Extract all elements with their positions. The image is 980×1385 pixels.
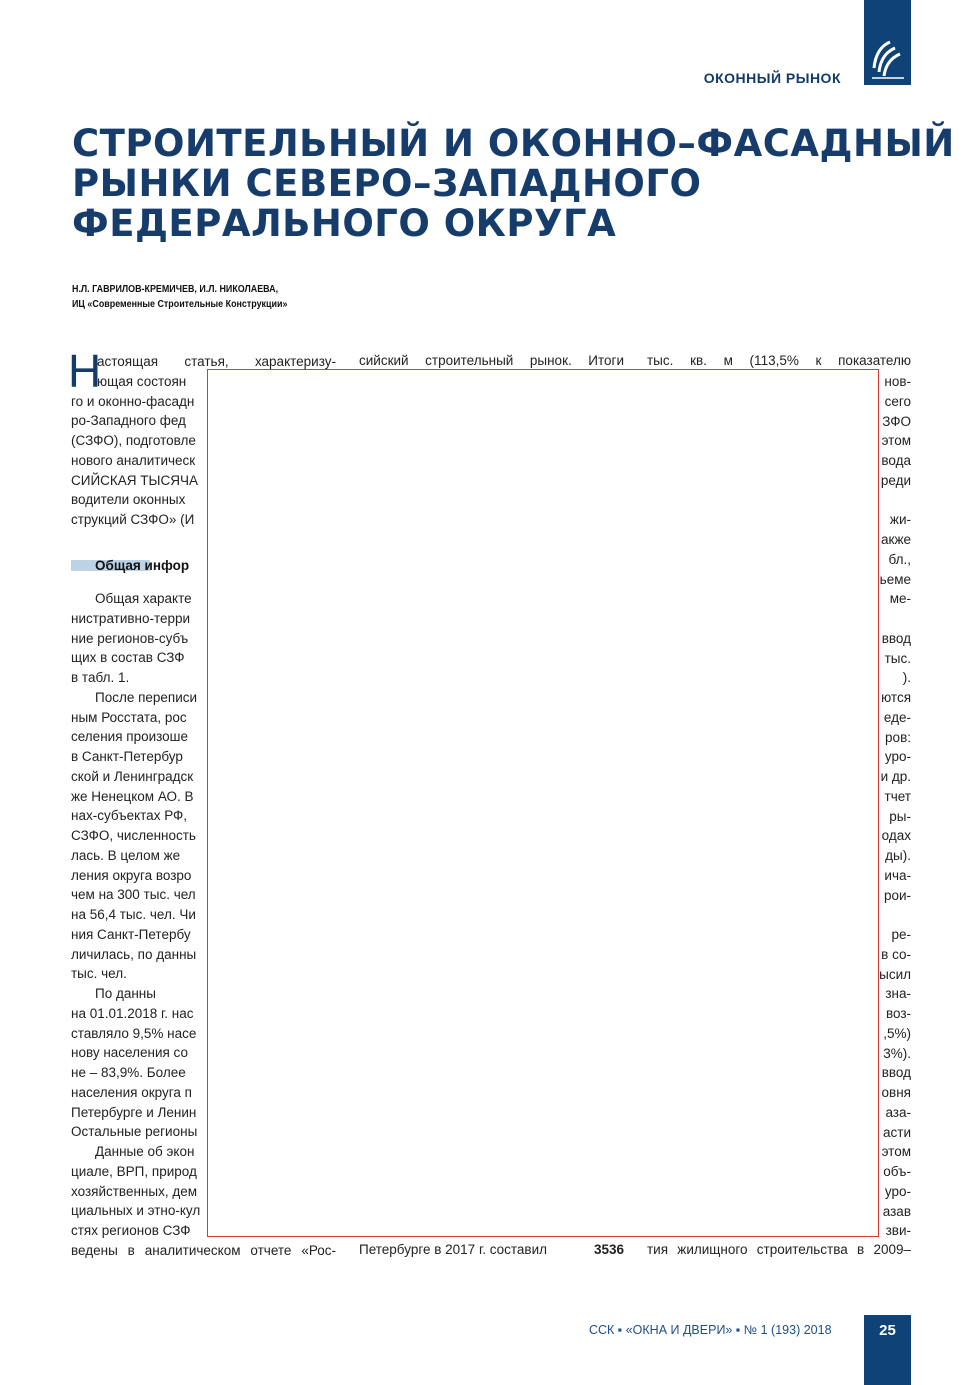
text-line: ме- bbox=[889, 591, 911, 607]
text-line: воз- bbox=[885, 1006, 911, 1021]
text-line: одах bbox=[881, 828, 911, 844]
text-line: населения округа п bbox=[71, 1084, 192, 1100]
middle-column-top-line: сийский строительный рынок. Итоги bbox=[359, 353, 624, 368]
text-line: хозяйственных, дем bbox=[71, 1183, 197, 1199]
text-line: го и оконно-фасадн bbox=[71, 393, 195, 409]
text-line: этом bbox=[881, 1144, 911, 1160]
text-line: водители оконных bbox=[71, 492, 186, 508]
text-line: ича- bbox=[884, 867, 911, 883]
text-line: стях регионов СЗФ bbox=[71, 1223, 191, 1238]
text-line: Петербурге и Ленин bbox=[71, 1104, 197, 1120]
text-line: зна- bbox=[885, 986, 911, 1002]
text-line: тыс. чел. bbox=[71, 966, 127, 982]
text-line: (СЗФО), подготовле bbox=[71, 433, 196, 448]
text-line: 3%). bbox=[883, 1045, 911, 1061]
section-heading: Общая инфор bbox=[95, 558, 190, 573]
text-line: После переписи bbox=[95, 689, 198, 705]
text-line: тчет bbox=[884, 788, 911, 804]
text-line: нов- bbox=[884, 374, 911, 389]
text-line: бл., bbox=[888, 551, 911, 567]
title-line: СТРОИТЕЛЬНЫЙ И ОКОННО–ФАСАДНЫЙ bbox=[72, 122, 955, 165]
text-line: ). bbox=[902, 670, 911, 686]
text-line: ров: bbox=[885, 729, 911, 745]
text-line: ние регионов-субъ bbox=[71, 630, 189, 646]
text-line: ввод bbox=[881, 1065, 911, 1081]
text-line: нову населения со bbox=[71, 1045, 188, 1061]
article-authors bbox=[72, 282, 287, 312]
header-logo-block bbox=[864, 0, 911, 85]
text-line: нистративно-терри bbox=[71, 610, 191, 626]
middle-column-bottom-line bbox=[359, 1242, 624, 1257]
text-line: уро- bbox=[884, 749, 911, 765]
article-title bbox=[72, 124, 955, 244]
text-line: ным Росстата, рос bbox=[71, 709, 187, 725]
title-line: РЫНКИ СЕВЕРО–ЗАПАДНОГО bbox=[72, 162, 702, 205]
redacted-region-box bbox=[207, 369, 879, 1237]
text-line: азав bbox=[882, 1203, 911, 1219]
text-line: ,5%) bbox=[883, 1025, 911, 1041]
text-line: рои- bbox=[883, 887, 911, 903]
text-line: ды). bbox=[885, 848, 911, 863]
text-line: на 56,4 тыс. чел. Чи bbox=[71, 907, 196, 922]
text-line: По данны bbox=[95, 986, 156, 1001]
text-line: асти bbox=[883, 1124, 911, 1140]
text-line: лась. В целом же bbox=[71, 847, 181, 863]
text-line: ЗФО bbox=[882, 413, 911, 429]
text-line: акже bbox=[881, 532, 911, 547]
text-line: не – 83,9%. Более bbox=[71, 1065, 186, 1080]
right-column-top-line: тыс. кв. м (113,5% к показателю bbox=[647, 353, 911, 368]
text-line: циале, ВРП, природ bbox=[71, 1163, 197, 1179]
text-line: вода bbox=[881, 453, 911, 468]
text-line: овня bbox=[881, 1085, 911, 1100]
text-line: ской и Ленинградск bbox=[71, 768, 194, 784]
text-line: ния Санкт-Петербу bbox=[71, 926, 191, 942]
footer-publication: ССК ▪ «ОКНА И ДВЕРИ» ▪ № 1 (193) 2018 bbox=[589, 1323, 832, 1337]
text-line: реди bbox=[880, 472, 911, 488]
text-line: ро-Западного фед bbox=[71, 413, 186, 429]
text-line: еде- bbox=[883, 709, 911, 725]
author-affiliation: ИЦ «Современные Строительные Конструкции» bbox=[72, 298, 288, 310]
text-line: Остальные регионы bbox=[71, 1124, 198, 1140]
text-line: в табл. 1. bbox=[71, 670, 130, 685]
text-line: ысил bbox=[879, 966, 911, 982]
text-line: нах-субъектах РФ, bbox=[71, 808, 188, 824]
text-line: же Ненецком АО. В bbox=[71, 788, 194, 804]
page-number: 25 bbox=[879, 1322, 896, 1339]
text-line: ьеме bbox=[879, 571, 911, 587]
right-column-bottom-line: тия жилищного строительства в 2009– bbox=[647, 1242, 911, 1257]
author-names: Н.Л. ГАВРИЛОВ-КРЕМИЧЕВ, И.Л. НИКОЛАЕВА, bbox=[72, 283, 279, 295]
text-line: уро- bbox=[884, 1183, 911, 1199]
text-line: циальных и этно-кул bbox=[71, 1203, 201, 1219]
middle-bottom-value: 3536 bbox=[593, 1242, 624, 1257]
text-line: ставляло 9,5% насе bbox=[71, 1025, 197, 1041]
text-line: струкций СЗФО» (И bbox=[71, 512, 195, 527]
text-line: ления округа возро bbox=[71, 867, 192, 883]
text-line: ре- bbox=[891, 927, 911, 942]
text-line: на 01.01.2018 г. нас bbox=[71, 1005, 194, 1021]
text-line: ввод bbox=[881, 630, 911, 646]
text-line: ющая состоян bbox=[97, 373, 187, 389]
drop-cap: Н bbox=[68, 345, 102, 397]
section-label: ОКОННЫЙ РЫНОК bbox=[703, 70, 841, 86]
text-line: ры- bbox=[889, 808, 911, 824]
text-line: тыс. bbox=[884, 650, 911, 666]
text-line: СЗФО, численность bbox=[71, 828, 196, 843]
text-line: щих в состав СЗФ bbox=[71, 650, 185, 666]
text-line: Данные об экон bbox=[95, 1144, 195, 1159]
text-line: селения произоше bbox=[71, 729, 189, 745]
text-line: Общая характе bbox=[95, 591, 192, 606]
text-line: СИЙСКАЯ ТЫСЯЧА bbox=[71, 472, 198, 488]
text-line: зви- bbox=[885, 1223, 911, 1239]
text-line: этом bbox=[881, 433, 911, 449]
middle-bottom-text: Петербурге в 2017 г. составил bbox=[359, 1242, 548, 1257]
text-line: в со- bbox=[881, 946, 911, 962]
text-line: астоящая статья, характеризу- bbox=[97, 354, 336, 369]
magazine-logo-icon bbox=[870, 38, 906, 82]
text-line: жи- bbox=[889, 512, 911, 528]
text-line: в Санкт-Петербур bbox=[71, 749, 183, 764]
text-line: личилась, по данны bbox=[71, 946, 197, 962]
text-line: нового аналитическ bbox=[71, 452, 196, 468]
text-line: сего bbox=[884, 393, 911, 409]
page-number-block bbox=[864, 1315, 911, 1385]
text-line: чем на 300 тыс. чел bbox=[71, 887, 196, 903]
text-line: аза- bbox=[885, 1104, 911, 1120]
text-line: ются bbox=[881, 690, 911, 705]
text-line: объ- bbox=[883, 1164, 911, 1179]
text-line: и др. bbox=[880, 769, 911, 784]
text-line: ведены в аналитическом отчете «Рос- bbox=[71, 1242, 336, 1258]
title-line: ФЕДЕРАЛЬНОГО ОКРУГА bbox=[72, 202, 617, 245]
